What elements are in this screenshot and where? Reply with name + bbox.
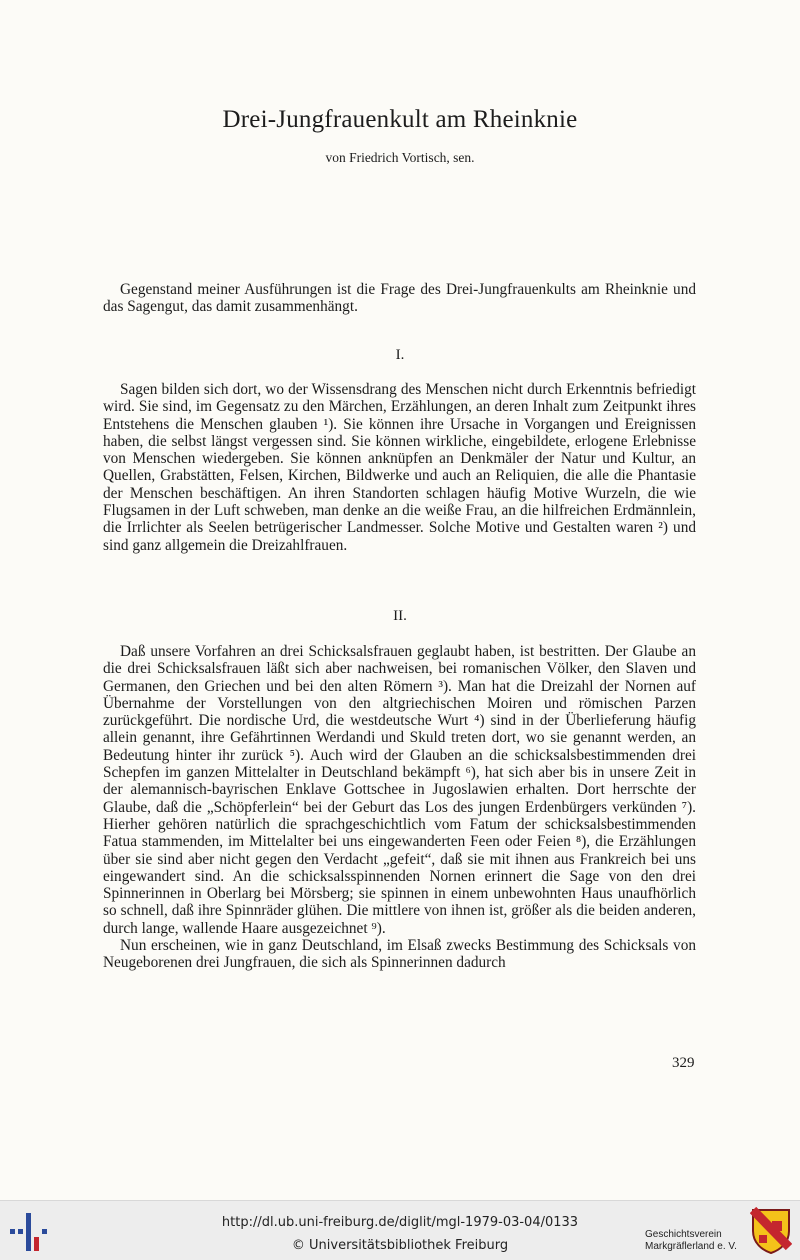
ub-freiburg-logo-icon[interactable] — [6, 1207, 48, 1255]
section-1-paragraph: Sagen bilden sich dort, wo der Wissensdrang des Menschen nicht durch Erkenntnis befriedigt wird. Sie sind, im Gegensatz zu den Märchen, Erzählungen, an deren Inhalt zum Zeitpunkt ihres Entstehens die Menschen glauben ¹). Sie können ihre Ursache in Vorgangen und Ereignissen haben, die selbst längst vergessen sind. Sie können wirkliche, eingebildete, erlogene Erlebnisse von Menschen wiedergeben. Sie können anknüpfen an Denkmäler der Natur und Kultur, an Quellen, Grabstätten, Felsen, Kirchen, Bildwerke und auch an Reliquien, die alle die Phantasie der Menschen beschäftigen. An ihren Standorten schlagen häufig Motive Wurzeln, die wie Flugsamen in der Luft schweben, man denke an die weiße Frau, an die hilfreichen Erdmännlein, die Irrlichter als Seelen betrügerischer Landmesser. Solche Motive und Gestalten waren ²) und sind ganz allgemein die Dreizahlfrauen. — [103, 381, 696, 554]
page-number: 329 — [672, 1055, 695, 1071]
society-crest-icon[interactable] — [750, 1207, 792, 1255]
society-name-line-1: Geschichtsverein — [645, 1229, 722, 1240]
section-2-body — [103, 643, 696, 972]
section-1-body — [103, 381, 696, 554]
section-2-paragraph-1: Daß unsere Vorfahren an drei Schicksalsfrauen geglaubt haben, ist bestritten. Der Glaube an die drei Schicksalsfrauen läßt sich aber nachweisen, bei romanischen Völker, den Slaven und Germanen, den Griechen und bei den alten Römern ³). Man hat die Dreizahl der Nornen auf Übernahme der Vorstellungen von den altgriechischen Moiren und römischen Parzen zurückgeführt. Die nordische Urd, die westdeutsche Wurt ⁴) sind in der Überlieferung häufig allein genannt, ihre Gefährtinnen Werdandi und Skuld treten dort, wo sie genannt werden, an Bedeutung hinter ihr zurück ⁵). Auch wird der Glauben an die schicksalsbestimmenden drei Schepfen im ganzen Mittelalter in Deutschland bekämpft ⁶), hat sich aber bis in unsere Zeit in der alemannisch-bayrischen Enklave Gottschee in Jugoslawien erhalten. Dort herrschte der Glaube, daß die „Schöpferlein“ bei der Geburt das Los des jungen Erdenbürgers verkünden ⁷). Hierher gehören natürlich die sprachgeschichtlich vom Fatum der schicksalsbestimmenden Fatua stammenden, im Mittelalter bei uns eingewanderten Feen oder Feien ⁸), die Erzählungen über sie sind aber nicht gegen den Verdacht „gefeit“, daß sie mit ihnen aus Frankreich bei uns eingewandert sind. An die schicksalsspinnenden Nornen erinnert die Sage von den drei Spinnerinnen in Oberlarg bei Mörsberg; sie spinnen in einem unbewohnten Haus unaufhörlich so schnell, daß ihre Spinnräder glühen. Die mittlere von ihnen ist, größer als die beiden anderen, durch lange, wallende Haare ausgezeichnet ⁹). — [103, 643, 696, 937]
section-2-paragraph-2: Nun erscheinen, wie in ganz Deutschland, im Elsaß zwecks Bestimmung des Schicksals von Neugeborenen drei Jungfrauen, die sich als Spinnerinnen dadurch — [103, 937, 696, 972]
footer-url-link[interactable]: http://dl.ub.uni-freiburg.de/diglit/mgl-1979-03-04/0133 — [221, 1215, 579, 1230]
footer-copyright: © Universitätsbibliothek Freiburg — [291, 1238, 509, 1253]
intro-text: Gegenstand meiner Ausführungen ist die Frage des Drei-Jungfrauenkults am Rheinknie und das Sagengut, das damit zusammenhängt. — [103, 281, 696, 316]
society-name — [645, 1229, 737, 1253]
section-heading-2: II. — [393, 608, 407, 624]
article-title: Drei-Jungfrauenkult am Rheinknie — [222, 106, 578, 133]
society-name-line-2: Markgräflerland e. V. — [645, 1241, 737, 1252]
article-author: von Friedrich Vortisch, sen. — [325, 150, 475, 165]
intro-paragraph — [103, 281, 696, 316]
section-heading-1: I. — [395, 347, 405, 363]
